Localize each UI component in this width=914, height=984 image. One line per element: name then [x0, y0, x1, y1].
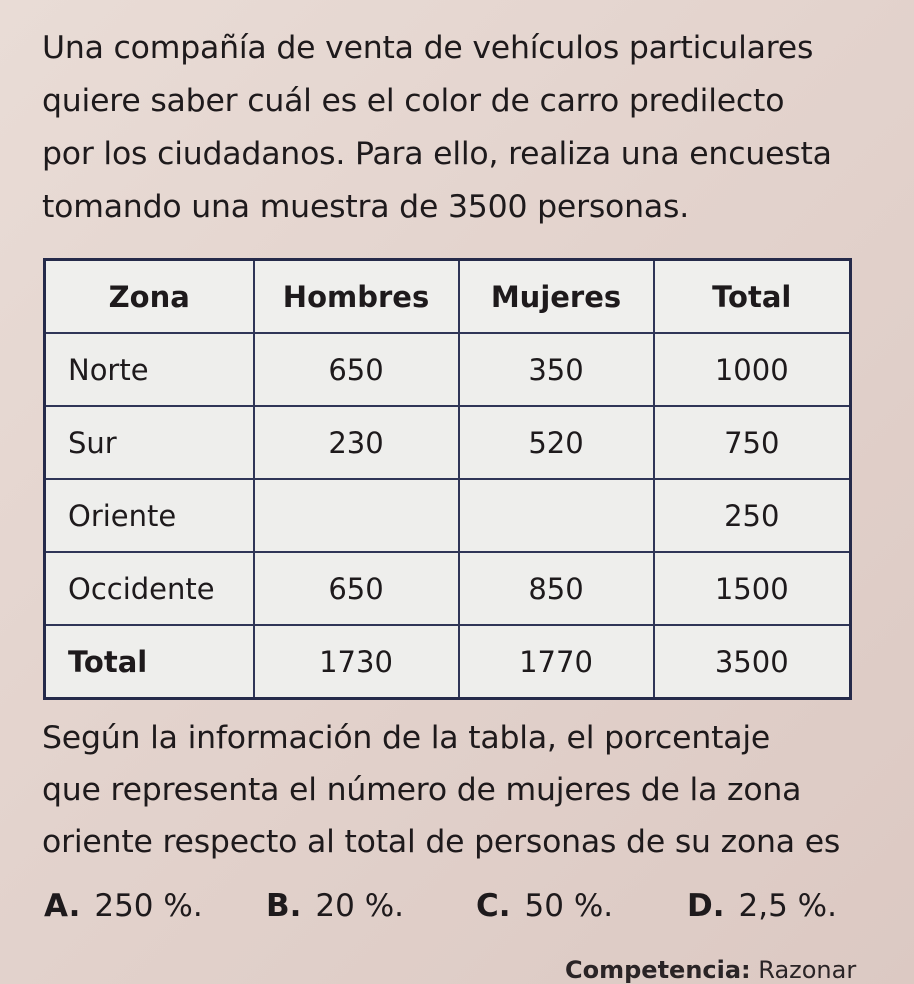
option-letter: A. [44, 888, 81, 924]
option-d[interactable] [687, 888, 837, 924]
option-text: 50 %. [524, 888, 614, 924]
competencia-title: Competencia: [565, 956, 751, 984]
option-text: 2,5 %. [738, 888, 837, 924]
cell-mujeres: 350 [459, 333, 654, 406]
option-letter: C. [476, 888, 511, 924]
option-text: 20 %. [315, 888, 405, 924]
cell-total: 1500 [654, 552, 851, 625]
table-row [45, 479, 851, 552]
cell-hombres [254, 479, 459, 552]
option-letter: B. [266, 888, 302, 924]
question-line: que representa el número de mujeres de la zona [42, 772, 802, 808]
table-header-row [45, 260, 851, 334]
cell-mujeres: 520 [459, 406, 654, 479]
cell-total: 3500 [654, 625, 851, 699]
intro-line: Una compañía de venta de vehículos particulares [42, 30, 814, 66]
cell-zone: Norte [45, 333, 254, 406]
cell-zone: Sur [45, 406, 254, 479]
question-line: Según la información de la tabla, el porcentaje [42, 720, 771, 756]
table-row [45, 406, 851, 479]
header-hombres: Hombres [254, 260, 459, 334]
intro-text [42, 22, 892, 234]
option-text: 250 %. [94, 888, 203, 924]
answer-options [44, 888, 884, 932]
cell-total: 250 [654, 479, 851, 552]
cell-hombres: 650 [254, 552, 459, 625]
option-letter: D. [687, 888, 725, 924]
table-row [45, 552, 851, 625]
cell-hombres: 650 [254, 333, 459, 406]
cell-zone: Total [45, 625, 254, 699]
cell-total: 750 [654, 406, 851, 479]
cell-mujeres: 850 [459, 552, 654, 625]
cell-total: 1000 [654, 333, 851, 406]
table-row [45, 333, 851, 406]
competencia-label [565, 956, 856, 984]
option-b[interactable] [266, 888, 404, 924]
cell-zone: Oriente [45, 479, 254, 552]
question-text [42, 712, 892, 868]
cell-hombres: 1730 [254, 625, 459, 699]
option-a[interactable] [44, 888, 203, 924]
intro-line: quiere saber cuál es el color de carro predilecto [42, 83, 785, 119]
header-zona: Zona [45, 260, 254, 334]
header-mujeres: Mujeres [459, 260, 654, 334]
option-c[interactable] [476, 888, 613, 924]
cell-mujeres: 1770 [459, 625, 654, 699]
table-total-row [45, 625, 851, 699]
cell-zone: Occidente [45, 552, 254, 625]
intro-line: tomando una muestra de 3500 personas. [42, 189, 690, 225]
competencia-value: Razonar [758, 956, 857, 984]
cell-mujeres [459, 479, 654, 552]
cell-hombres: 230 [254, 406, 459, 479]
intro-line: por los ciudadanos. Para ello, realiza una encuesta [42, 136, 832, 172]
survey-table [43, 258, 852, 700]
question-line: oriente respecto al total de personas de su zona es [42, 824, 841, 860]
header-total: Total [654, 260, 851, 334]
